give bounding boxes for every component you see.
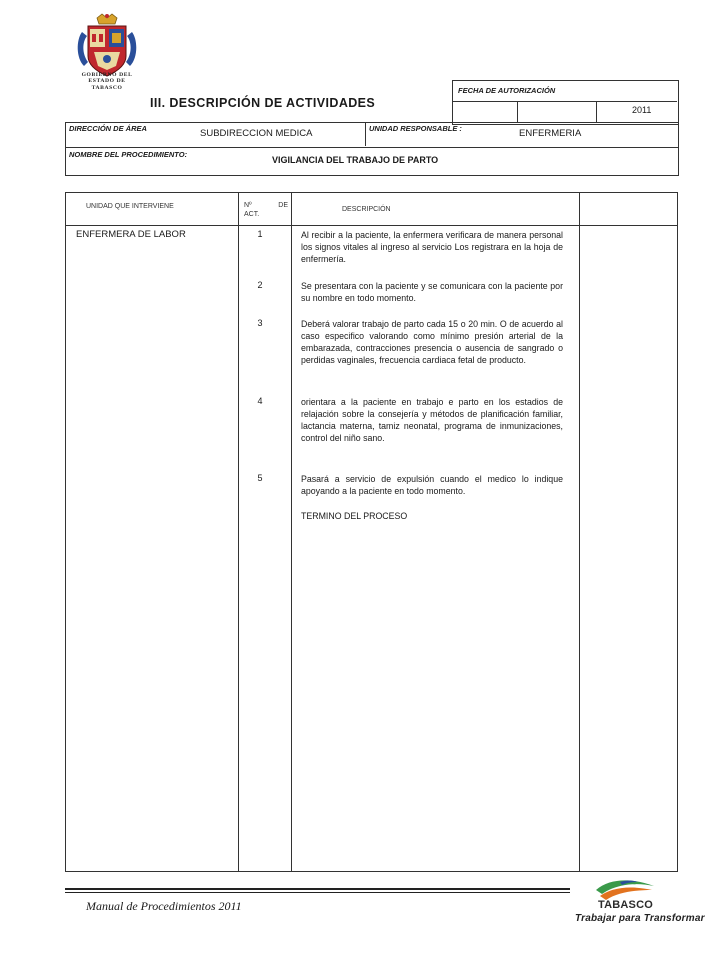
column-divider [238, 192, 239, 872]
activity-number: 1 [257, 229, 263, 239]
col-header-num-c: ACT. [244, 211, 260, 218]
manual-footer-text: Manual de Procedimientos 2011 [86, 899, 242, 913]
brand-name: TABASCO [598, 899, 653, 911]
column-divider [291, 192, 292, 872]
procedimiento-label: NOMBRE DEL PROCEDIMIENTO: [69, 150, 188, 159]
activity-description: Al recibir a la paciente, la enfermera verificara de manera personal los signos vitales al ingreso al servicio Los registrara en la hoja de enfermería. [301, 230, 563, 264]
fecha-year: 2011 [632, 105, 652, 115]
activity-number: 5 [257, 473, 263, 483]
activity-number: 4 [257, 396, 263, 406]
procedimiento-value: VIGILANCIA DEL TRABAJO DE PARTO [272, 155, 439, 165]
logo-caption: GOBIERNO DEL ESTADO DE TABASCO [81, 72, 133, 91]
unidad-cell: ENFERMERA DE LABOR [76, 229, 186, 240]
activity-description: orientara a la paciente en trabajo e parto en los estadios de relajación sobre la consejería y métodos de planificación familiar, lactancia materna, tamiz neonatal, programa de inmunizaciones, control del niño sano. [301, 397, 563, 443]
termino-del-proceso: TERMINO DEL PROCESO [301, 511, 408, 521]
footer-rule [65, 892, 570, 893]
col-header-num [244, 201, 288, 219]
col-header-descripcion: DESCRIPCIÓN [342, 206, 391, 213]
activity-description: Deberá valorar trabajo de parto cada 15 o 20 min. O de acuerdo al caso especifico valorando como mínimo presión arterial de la embarazada, contracciones presencia o ausencia de sangrado o perdidas vaginales, frecuencia cardiaca fetal de producto. [301, 319, 563, 365]
activity-description: Se presentara con la paciente y se comunicara con la paciente por su nombre en todo momento. [301, 281, 563, 303]
header-divider [365, 122, 366, 146]
col-header-num-a: Nº [244, 202, 252, 209]
col-header-num-b: DE [278, 202, 288, 209]
unidad-responsable-value: ENFERMERIA [519, 128, 582, 139]
unidad-responsable-label: UNIDAD RESPONSABLE : [369, 124, 462, 133]
brand-slogan: Trabajar para Transformar [575, 913, 705, 924]
footer-rule [65, 888, 570, 890]
activity-number: 3 [257, 318, 263, 328]
section-title: III. DESCRIPCIÓN DE ACTIVIDADES [150, 96, 376, 110]
fecha-divider [517, 101, 518, 123]
direccion-label: DIRECCIÓN DE ÁREA [69, 124, 147, 133]
activity-description: Pasará a servicio de expulsión cuando el medico lo indique apoyando a la paciente en todo momento. [301, 474, 563, 496]
fecha-autorizacion-label: FECHA DE AUTORIZACIÓN [458, 86, 556, 95]
fecha-divider [596, 101, 597, 123]
direccion-value: SUBDIRECCION MEDICA [200, 128, 313, 139]
table-header-divider [65, 225, 678, 226]
activity-number: 2 [257, 280, 263, 290]
col-header-unidad: UNIDAD QUE INTERVIENE [86, 203, 174, 210]
column-divider [579, 192, 580, 872]
